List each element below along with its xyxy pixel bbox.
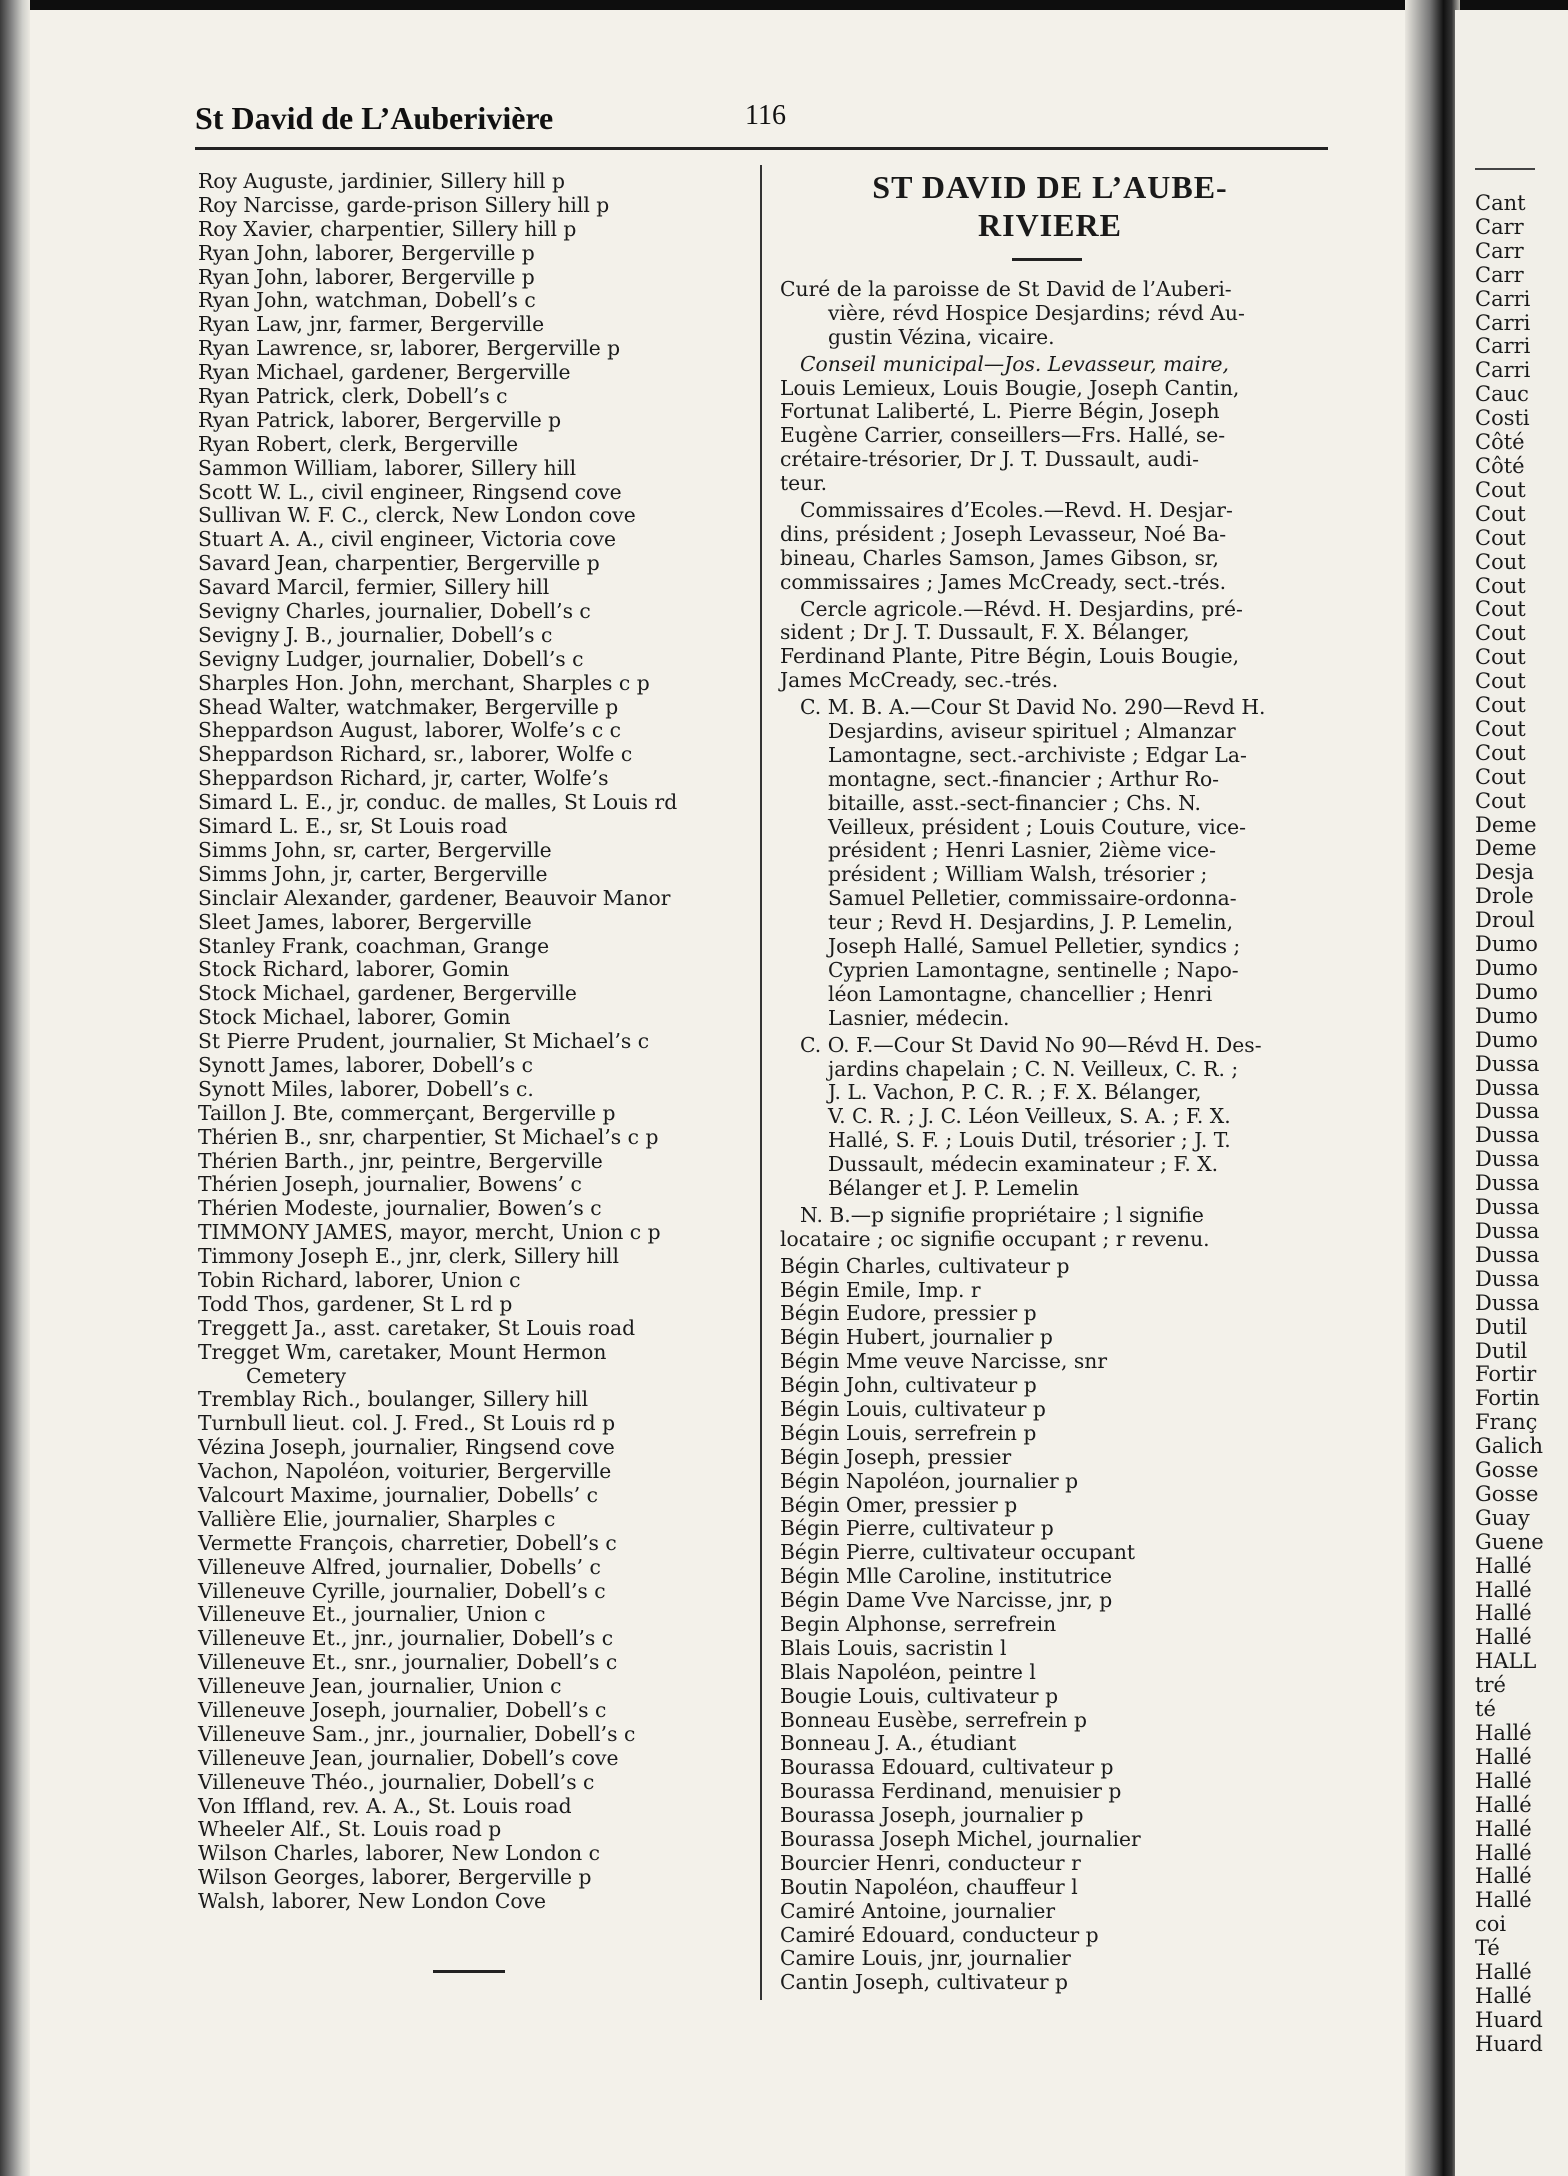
facing-page-fragment: Dussa (1475, 1195, 1540, 1220)
running-title: St David de L’Auberivière (195, 100, 554, 136)
facing-page-fragment: Huard (1475, 2031, 1543, 2056)
notice-paragraph (780, 278, 1340, 350)
facing-page-fragment: Hallé (1475, 1816, 1532, 1841)
directory-entry: Bégin Eudore, pressier p (780, 1301, 1037, 1326)
directory-entry: Bégin Louis, cultivateur p (780, 1396, 1046, 1421)
facing-page-fragment: Té (1475, 1936, 1500, 1961)
directory-entry: Roy Narcisse, garde-prison Sillery hill p (198, 192, 610, 217)
notice-paragraph (780, 696, 1340, 1030)
directory-entry: Sevigny Ludger, journalier, Dobell’s c (198, 646, 584, 671)
facing-page-fragment: Dumo (1475, 979, 1538, 1004)
directory-entry: Stock Richard, laborer, Gomin (198, 957, 510, 982)
facing-page-fragment: Guay (1475, 1505, 1530, 1530)
notice-line: teur ; Revd H. Desjardins, J. P. Lemelin, (828, 910, 1234, 935)
notice-line: crétaire-trésorier, Dr J. T. Dussault, audi- (780, 447, 1199, 472)
directory-entry: Simard L. E., jr, conduc. de malles, St Louis rd (198, 790, 678, 815)
facing-page-fragment: Desja (1475, 860, 1535, 885)
notice-line: Eugène Carrier, conseillers—Frs. Hallé, se- (780, 423, 1226, 448)
directory-entry: Sharples Hon. John, merchant, Sharples c p (198, 670, 650, 695)
facing-page-fragment: Guene (1475, 1529, 1544, 1554)
notice-line: locataire ; oc signifie occupant ; r revenu. (780, 1226, 1210, 1251)
directory-entry: Villeneuve Jean, journalier, Union c (198, 1674, 562, 1699)
directory-entry: St Pierre Prudent, journalier, St Michael’s c (198, 1029, 650, 1054)
directory-entry: Vallière Elie, journalier, Sharples c (198, 1506, 556, 1531)
notice-paragraph (780, 499, 1340, 595)
facing-page-fragment: Dumo (1475, 956, 1538, 980)
notice-line: C. M. B. A.—Cour St David No. 290—Revd H. (800, 695, 1266, 720)
facing-page-fragment: Carr (1475, 238, 1524, 263)
directory-entry: Bégin Louis, serrefrein p (780, 1420, 1037, 1445)
notice-line: Fortunat Laliberté, L. Pierre Bégin, Joseph (780, 399, 1220, 424)
directory-entry: Bourassa Joseph Michel, journalier (780, 1827, 1141, 1851)
notice-line: gustin Vézina, vicaire. (828, 324, 1055, 349)
directory-entry: Bourcier Henri, conducteur r (780, 1850, 1081, 1875)
facing-page-fragment: tré (1475, 1673, 1506, 1698)
notice-line: Lasnier, médecin. (828, 1005, 1010, 1030)
directory-entry: Thérien Barth., jnr, peintre, Bergerville (198, 1148, 603, 1173)
facing-page-fragment: Dussa (1475, 1123, 1540, 1148)
facing-page-fragment: Cout (1475, 669, 1526, 694)
directory-entry: Thérien Modeste, journalier, Bowen’s c (198, 1196, 602, 1221)
directory-entry: Wilson Georges, laborer, Bergerville p (198, 1865, 592, 1890)
directory-entry: Todd Thos, gardener, St L rd p (198, 1291, 513, 1316)
directory-entry: Sammon William, laborer, Sillery hill (198, 455, 577, 480)
directory-entry: Villeneuve Cyrille, journalier, Dobell’s c (198, 1578, 606, 1603)
directory-entry: Bégin Hubert, journalier p (780, 1325, 1053, 1350)
facing-page-fragment: Hallé (1475, 1768, 1532, 1793)
directory-entry: Blais Louis, sacristin l (780, 1635, 1007, 1660)
directory-entry: Sheppardson August, laborer, Wolfe’s c c (198, 718, 621, 743)
directory-entry: Villeneuve Et., jnr., journalier, Dobell’s c (198, 1626, 614, 1651)
facing-page-fragment: Hallé (1475, 1792, 1532, 1817)
facing-page-fragment: Dussa (1475, 1242, 1540, 1267)
directory-entry: Ryan Law, jnr, farmer, Bergerville (198, 312, 545, 337)
notice-line: C. O. F.—Cour St David No 90—Révd H. Des- (800, 1032, 1262, 1057)
directory-entry: Stock Michael, laborer, Gomin (198, 1005, 511, 1030)
notice-line: Dussault, médecin examinateur ; F. X. (828, 1152, 1219, 1177)
facing-page-fragment: Hallé (1475, 1625, 1532, 1650)
directory-entry: Ryan Michael, gardener, Bergerville (198, 360, 571, 385)
facing-page-fragment: Hallé (1475, 1983, 1532, 2008)
section-heading-line: ST DAVID DE L’AUBE- (872, 169, 1228, 205)
directory-entry: Vermette François, charretier, Dobell’s c (198, 1530, 617, 1555)
notice-line: commissaires ; James McCready, sect.-trés. (780, 569, 1227, 594)
notice-paragraph (780, 1204, 1340, 1252)
facing-page-fragment: Hallé (1475, 1888, 1532, 1913)
directory-entry: Bégin John, cultivateur p (780, 1373, 1037, 1398)
directory-entry: Blais Napoléon, peintre l (780, 1659, 1036, 1684)
facing-page-fragment: Cout (1475, 621, 1526, 646)
directory-entry: Boutin Napoléon, chauffeur l (780, 1874, 1078, 1899)
facing-page-fragment: Hallé (1475, 1960, 1532, 1985)
facing-page-fragment: Carr (1475, 214, 1524, 239)
directory-entry: Ryan Robert, clerk, Bergerville (198, 431, 519, 456)
facing-page-fragment: Cout (1475, 740, 1526, 765)
directory-entry: Ryan Patrick, laborer, Bergerville p (198, 407, 562, 432)
facing-page-fragment: Cout (1475, 716, 1526, 741)
directory-entry: Turnbull lieut. col. J. Fred., St Louis rd p (198, 1411, 616, 1436)
directory-entry: Vachon, Napoléon, voiturier, Bergerville (198, 1459, 612, 1484)
notice-line: dins, président ; Joseph Levasseur, Noé Ba- (780, 521, 1227, 546)
notice-line: président ; William Walsh, trésorier ; (828, 862, 1208, 887)
facing-page-fragment: Dutil (1475, 1314, 1528, 1339)
facing-page-fragment: Huard (1475, 2007, 1543, 2032)
right-column-directory (780, 1255, 1340, 1996)
directory-entry: Simms John, jr, carter, Bergerville (198, 861, 548, 886)
notice-line: Desjardins, aviseur spirituel ; Almanzar (828, 719, 1236, 744)
facing-page-fragment: Gosse (1475, 1481, 1539, 1506)
notice-paragraph (780, 1034, 1340, 1201)
left-column-directory (198, 170, 758, 1914)
directory-entry: Ryan Patrick, clerk, Dobell’s c (198, 384, 508, 409)
notice-line: Conseil municipal—Jos. Levasseur, maire, (800, 351, 1230, 376)
facing-page-fragment: Cout (1475, 597, 1526, 622)
facing-page-fragment: Drole (1475, 884, 1534, 909)
notice-line: J. L. Vachon, P. C. R. ; F. X. Bélanger, (828, 1080, 1202, 1105)
notice-line: Cercle agricole.—Révd. H. Desjardins, pré- (800, 596, 1243, 621)
facing-page-fragment: Cout (1475, 573, 1526, 598)
facing-page-fragment: Dumo (1475, 1003, 1538, 1028)
directory-entry: Sheppardson Richard, sr., laborer, Wolfe c (198, 742, 633, 767)
directory-entry: Sinclair Alexander, gardener, Beauvoir Manor (198, 885, 671, 910)
facing-page-fragment: Hallé (1475, 1721, 1532, 1745)
notice-line: Commissaires d’Ecoles.—Revd. H. Desjar- (800, 498, 1233, 523)
directory-entry: Ryan Lawrence, sr, laborer, Bergerville p (198, 336, 621, 361)
directory-entry: Villeneuve Joseph, journalier, Dobell’s c (198, 1698, 607, 1722)
notice-line: James McCready, sec.-trés. (780, 668, 1059, 693)
facing-page-fragment: Hallé (1475, 1744, 1532, 1769)
directory-entry: Begin Alphonse, serrefrein (780, 1611, 1057, 1636)
directory-entry: Sullivan W. F. C., clerck, New London cove (198, 503, 636, 528)
facing-page-fragment: Hallé (1475, 1864, 1532, 1889)
notice-paragraph (780, 598, 1340, 694)
facing-page-fragment: Dutil (1475, 1338, 1528, 1363)
directory-entry: Sheppardson Richard, jr, carter, Wolfe’s (198, 766, 609, 791)
facing-page-fragment: Côté (1475, 453, 1525, 478)
page-number: 116 (745, 100, 786, 131)
notice-line: montagne, sect.-financier ; Arthur Ro- (828, 766, 1220, 791)
facing-page-fragment: Cout (1475, 788, 1526, 813)
notice-line: bitaille, asst.-sect-financier ; Chs. N. (828, 790, 1201, 815)
facing-page-fragment: HALL (1475, 1649, 1537, 1674)
directory-entry: Taillon J. Bte, commerçant, Bergerville p (198, 1100, 616, 1125)
directory-entry: Sevigny J. B., journalier, Dobell’s c (198, 622, 553, 647)
facing-page-fragment: Deme (1475, 836, 1537, 861)
notice-line: Lamontagne, sect.-archiviste ; Edgar La- (828, 742, 1247, 767)
facing-page-fragment: té (1475, 1697, 1496, 1722)
facing-page-fragment: Gosse (1475, 1458, 1539, 1483)
directory-entry: Villeneuve Sam., jnr., journalier, Dobell’s c (198, 1721, 636, 1746)
page-header (195, 100, 1325, 145)
directory-entry: Villeneuve Et., snr., journalier, Dobell’s c (198, 1650, 618, 1675)
directory-entry: Stock Michael, gardener, Bergerville (198, 981, 577, 1006)
section-heading-line: RIVIERE (978, 207, 1122, 243)
facing-page-fragment: Côté (1475, 430, 1525, 455)
directory-entry: Scott W. L., civil engineer, Ringsend cove (198, 479, 622, 504)
directory-entry: Villeneuve Théo., journalier, Dobell’s c (198, 1769, 595, 1794)
facing-page-fragment: Dussa (1475, 1075, 1540, 1100)
directory-entry: Villeneuve Et., journalier, Union c (198, 1602, 546, 1627)
facing-page-fragment: Dussa (1475, 1171, 1540, 1196)
directory-entry: Sleet James, laborer, Bergerville (198, 909, 532, 934)
facing-page-fragment: Cout (1475, 549, 1526, 574)
book-gutter (1405, 0, 1460, 2176)
directory-entry: Camire Louis, jnr, journalier (780, 1946, 1071, 1971)
directory-entry: Bourassa Joseph, journalier p (780, 1803, 1084, 1828)
directory-entry: Sevigny Charles, journalier, Dobell’s c (198, 599, 591, 624)
notice-line: Joseph Hallé, Samuel Pelletier, syndics ; (828, 934, 1241, 959)
directory-entry: Von Iffland, rev. A. A., St. Louis road (198, 1793, 572, 1818)
directory-entry: Thérien B., snr, charpentier, St Michael’s c p (198, 1124, 659, 1149)
directory-entry: Bégin Joseph, pressier (780, 1444, 1012, 1469)
directory-entry: Bougie Louis, cultivateur p (780, 1683, 1059, 1708)
directory-entry: Simard L. E., sr, St Louis road (198, 814, 508, 839)
directory-entry: Bégin Charles, cultivateur p (780, 1253, 1070, 1278)
heading-rule (1012, 258, 1082, 261)
facing-page-fragment: Cout (1475, 645, 1526, 670)
notice-line: Bélanger et J. P. Lemelin (828, 1175, 1079, 1200)
facing-page-fragment: Dumo (1475, 932, 1538, 957)
notice-line: léon Lamontagne, chancellier ; Henri (828, 981, 1213, 1006)
facing-page-fragment: Costi (1475, 406, 1530, 431)
directory-entry: Synott Miles, laborer, Dobell’s c. (198, 1076, 534, 1101)
directory-entry: Bonneau J. A., étudiant (780, 1731, 1017, 1756)
facing-page (1455, 10, 1568, 2176)
directory-entry: Villeneuve Jean, journalier, Dobell’s cove (198, 1745, 619, 1770)
notice-line: Louis Lemieux, Louis Bougie, Joseph Cantin, (780, 375, 1240, 400)
directory-entry: Tobin Richard, laborer, Union c (198, 1267, 521, 1292)
parish-notes (780, 278, 1340, 1252)
directory-entry: Bourassa Edouard, cultivateur p (780, 1755, 1114, 1780)
directory-entry: Walsh, laborer, New London Cove (198, 1889, 547, 1914)
directory-entry: Bégin Emile, Imp. r (780, 1277, 981, 1302)
directory-entry: Stuart A. A., civil engineer, Victoria cove (198, 527, 616, 552)
facing-page-fragment: Hallé (1475, 1601, 1532, 1626)
directory-entry: Villeneuve Alfred, journalier, Dobells’ c (198, 1554, 601, 1579)
directory-entry: Stanley Frank, coachman, Grange (198, 933, 550, 958)
directory-entry: Bégin Dame Vve Narcisse, jnr, p (780, 1588, 1113, 1613)
notice-line: Samuel Pelletier, commissaire-ordonna- (828, 886, 1237, 911)
facing-page-fragment: Franç (1475, 1410, 1538, 1435)
facing-page-fragment: coi (1475, 1912, 1507, 1937)
directory-entry: Cantin Joseph, cultivateur p (780, 1970, 1068, 1995)
facing-page-fragment: Dussa (1475, 1147, 1540, 1172)
facing-page-fragment: Carri (1475, 310, 1531, 335)
directory-entry: Vézina Joseph, journalier, Ringsend cove (198, 1435, 615, 1460)
notice-line: N. B.—p signifie propriétaire ; l signifie (800, 1202, 1204, 1227)
directory-entry: Savard Jean, charpentier, Bergerville p (198, 551, 600, 576)
facing-page-fragment: Carri (1475, 358, 1531, 383)
directory-entry: Wilson Charles, laborer, New London c (198, 1841, 600, 1866)
directory-entry: Cemetery (246, 1363, 347, 1388)
facing-page-fragment: Droul (1475, 908, 1535, 933)
facing-page-fragment: Carri (1475, 334, 1531, 359)
facing-page-fragment: Cout (1475, 501, 1526, 526)
directory-entry: Bégin Mlle Caroline, institutrice (780, 1564, 1113, 1589)
facing-page-fragment: Dussa (1475, 1099, 1540, 1124)
facing-page-fragment: Cauc (1475, 382, 1529, 407)
directory-entry: Bonneau Eusèbe, serrefrein p (780, 1707, 1087, 1732)
directory-entry: Savard Marcil, fermier, Sillery hill (198, 575, 550, 600)
directory-entry: Synott James, laborer, Dobell’s c (198, 1052, 534, 1077)
book-spine-left (0, 0, 30, 2176)
directory-entry: Treggett Ja., asst. caretaker, St Louis road (198, 1315, 636, 1340)
directory-entry: Bégin Napoléon, journalier p (780, 1468, 1079, 1493)
directory-entry: Timmony Joseph E., jnr, clerk, Sillery hill (198, 1244, 619, 1269)
directory-entry: Ryan John, watchman, Dobell’s c (198, 288, 536, 313)
right-column (780, 278, 1340, 1995)
notice-line: jardins chapelain ; C. N. Veilleux, C. R. ; (828, 1056, 1239, 1081)
directory-entry: Bourassa Ferdinand, menuisier p (780, 1779, 1122, 1804)
directory-entry: Bégin Pierre, cultivateur p (780, 1516, 1054, 1541)
facing-page-fragment: Deme (1475, 812, 1537, 837)
facing-page-fragment: Galich (1475, 1434, 1544, 1459)
facing-page-fragment: Cant (1475, 191, 1526, 215)
facing-page-fragment: Dussa (1475, 1290, 1540, 1315)
facing-page-fragment: Hallé (1475, 1577, 1532, 1602)
facing-page-fragment: Hallé (1475, 1553, 1532, 1578)
section-heading (780, 168, 1320, 244)
facing-page-fragment: Carri (1475, 286, 1531, 311)
facing-page-fragment: Dumo (1475, 1027, 1538, 1052)
directory-entry: Camiré Edouard, conducteur p (780, 1922, 1099, 1947)
end-rule (433, 1970, 505, 1973)
directory-entry: Wheeler Alf., St. Louis road p (198, 1817, 502, 1842)
directory-entry: Roy Xavier, charpentier, Sillery hill p (198, 216, 577, 241)
notice-line: V. C. R. ; J. C. Léon Veilleux, S. A. ; F. X. (828, 1104, 1231, 1129)
directory-entry: Shead Walter, watchmaker, Bergerville p (198, 694, 619, 719)
directory-entry: Valcourt Maxime, journalier, Dobells’ c (198, 1482, 599, 1507)
directory-entry: Roy Auguste, jardinier, Sillery hill p (198, 169, 565, 193)
facing-page-fragment: Cout (1475, 693, 1526, 718)
header-rule (195, 147, 1328, 150)
directory-entry: TIMMONY JAMES, mayor, mercht, Union c p (198, 1220, 661, 1245)
facing-page-fragment: Carr (1475, 262, 1524, 287)
directory-entry: Ryan John, laborer, Bergerville p (198, 264, 535, 289)
directory-entry: Camiré Antoine, journalier (780, 1898, 1056, 1923)
facing-page-fragment: Dussa (1475, 1051, 1540, 1076)
column-divider (760, 165, 762, 2000)
directory-entry: Bégin Pierre, cultivateur occupant (780, 1540, 1136, 1565)
notice-line: teur. (780, 471, 828, 496)
facing-page-fragment: Fortin (1475, 1386, 1540, 1411)
notice-line: sident ; Dr J. T. Dussault, F. X. Bélanger, (780, 620, 1190, 645)
directory-entry: Bégin Omer, pressier p (780, 1492, 1018, 1517)
directory-entry: Tregget Wm, caretaker, Mount Hermon (198, 1339, 607, 1364)
notice-line: Ferdinand Plante, Pitre Bégin, Louis Bougie, (780, 644, 1240, 669)
facing-page-fragment: Hallé (1475, 1840, 1532, 1865)
facing-page-fragment: Cout (1475, 764, 1526, 789)
notice-line: Cyprien Lamontagne, sentinelle ; Napo- (828, 957, 1239, 982)
directory-entry: Ryan John, laborer, Bergerville p (198, 240, 535, 265)
directory-entry: Bégin Mme veuve Narcisse, snr (780, 1349, 1108, 1374)
notice-line: Curé de la paroisse de St David de l’Auberi- (780, 277, 1232, 301)
notice-paragraph (780, 353, 1340, 496)
facing-page-entries (1475, 192, 1544, 2057)
facing-page-fragment: Cout (1475, 477, 1526, 502)
notice-line: vière, révd Hospice Desjardins; révd Au- (828, 300, 1245, 325)
directory-entry: Thérien Joseph, journalier, Bowens’ c (198, 1172, 582, 1197)
facing-page-fragment: Cout (1475, 525, 1526, 550)
notice-line: bineau, Charles Samson, James Gibson, sr, (780, 545, 1219, 570)
facing-page-rule (1475, 168, 1535, 170)
facing-page-fragment: Fortir (1475, 1362, 1537, 1387)
notice-line: président ; Henri Lasnier, 2ième vice- (828, 838, 1216, 863)
notice-line: Hallé, S. F. ; Louis Dutil, trésorier ; J. T. (828, 1128, 1231, 1153)
notice-line: Veilleux, président ; Louis Couture, vice- (828, 814, 1246, 839)
directory-entry: Simms John, sr, carter, Bergerville (198, 837, 552, 862)
facing-page-fragment: Dussa (1475, 1266, 1540, 1291)
directory-entry: Tremblay Rich., boulanger, Sillery hill (198, 1387, 589, 1412)
facing-page-fragment: Dussa (1475, 1218, 1540, 1243)
